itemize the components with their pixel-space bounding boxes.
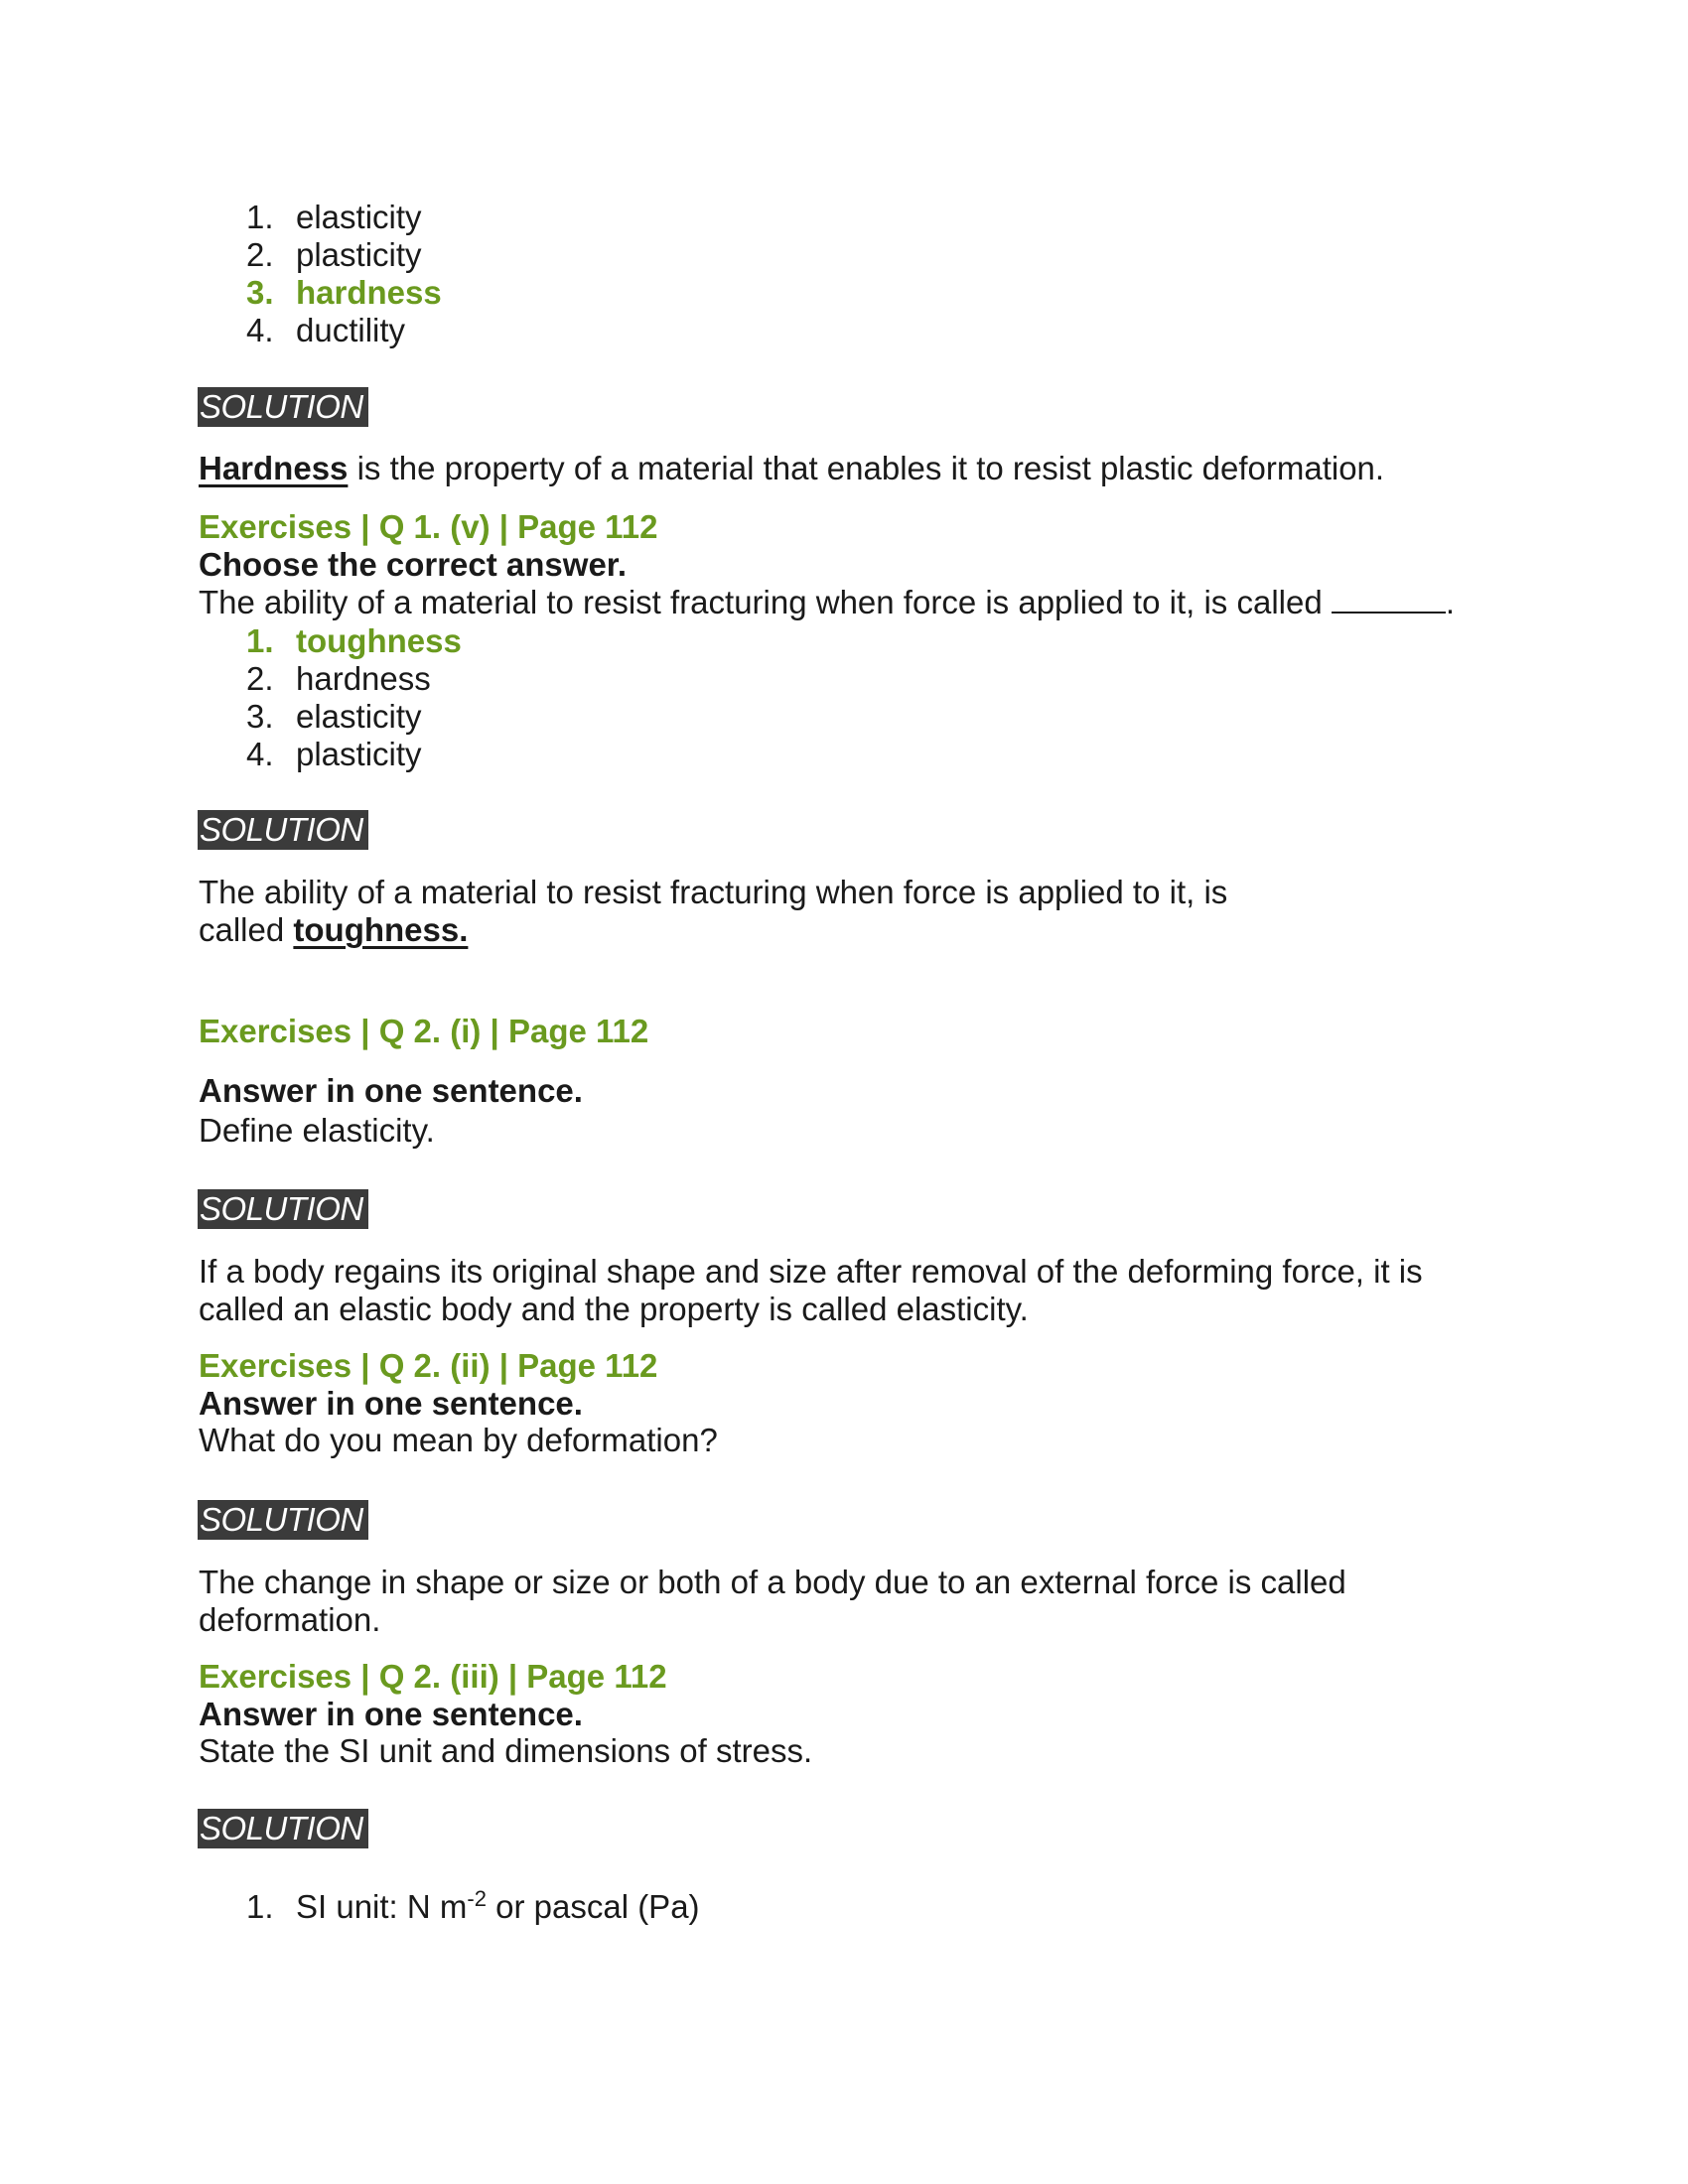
answer-list [246, 1888, 700, 1926]
solution-text: called an elastic body and the property is called elasticity. [199, 1291, 1029, 1327]
option-item: 2. plasticity [246, 236, 422, 273]
solution-label: SOLUTION [198, 1189, 368, 1229]
solution-label: SOLUTION [198, 387, 368, 427]
solution-text: called toughness. [199, 911, 469, 948]
solution-text: Hardness is the property of a material that enables it to resist plastic deformation. [199, 450, 1385, 486]
exercise-header: Exercises | Q 1. (v) | Page 112 [199, 508, 658, 545]
q1v-options [246, 622, 462, 773]
option-item-correct: 1. toughness [246, 622, 462, 659]
instruction: Choose the correct answer. [199, 546, 627, 583]
q1iv-options [246, 199, 442, 349]
exercise-header: Exercises | Q 2. (ii) | Page 112 [199, 1347, 658, 1384]
exercise-header: Exercises | Q 2. (i) | Page 112 [199, 1013, 649, 1049]
solution-text: If a body regains its original shape and size after removal of the deforming force, it is [199, 1253, 1423, 1290]
exercise-header: Exercises | Q 2. (iii) | Page 112 [199, 1658, 667, 1695]
solution-text: The ability of a material to resist fracturing when force is applied to it, is [199, 874, 1228, 910]
option-item-correct: 3. hardness [246, 274, 442, 311]
solution-text: The change in shape or size or both of a body due to an external force is called [199, 1564, 1346, 1600]
instruction: Answer in one sentence. [199, 1696, 583, 1732]
instruction: Answer in one sentence. [199, 1385, 583, 1422]
answer-item: 1. SI unit: N $m^{-2}$ or pascal (Pa) [246, 1886, 700, 1925]
option-item: 1. elasticity [246, 199, 422, 235]
option-item: 2. hardness [246, 660, 431, 697]
solution-label: SOLUTION [198, 1809, 368, 1848]
solution-label: SOLUTION [198, 1500, 368, 1540]
solution-label: SOLUTION [198, 810, 368, 850]
solution-text: deformation. [199, 1601, 381, 1638]
question-text: Define elasticity. [199, 1112, 435, 1149]
option-item: 4. ductility [246, 312, 406, 348]
answer-blank [1332, 584, 1446, 614]
question-text: What do you mean by deformation? [199, 1422, 718, 1458]
question-text: State the SI unit and dimensions of stress. [199, 1732, 813, 1769]
instruction: Answer in one sentence. [199, 1072, 583, 1109]
option-item: 3. elasticity [246, 698, 422, 735]
option-item: 4. plasticity [246, 736, 422, 772]
question-text: The ability of a material to resist fracturing when force is applied to it, is called . [199, 584, 1456, 620]
